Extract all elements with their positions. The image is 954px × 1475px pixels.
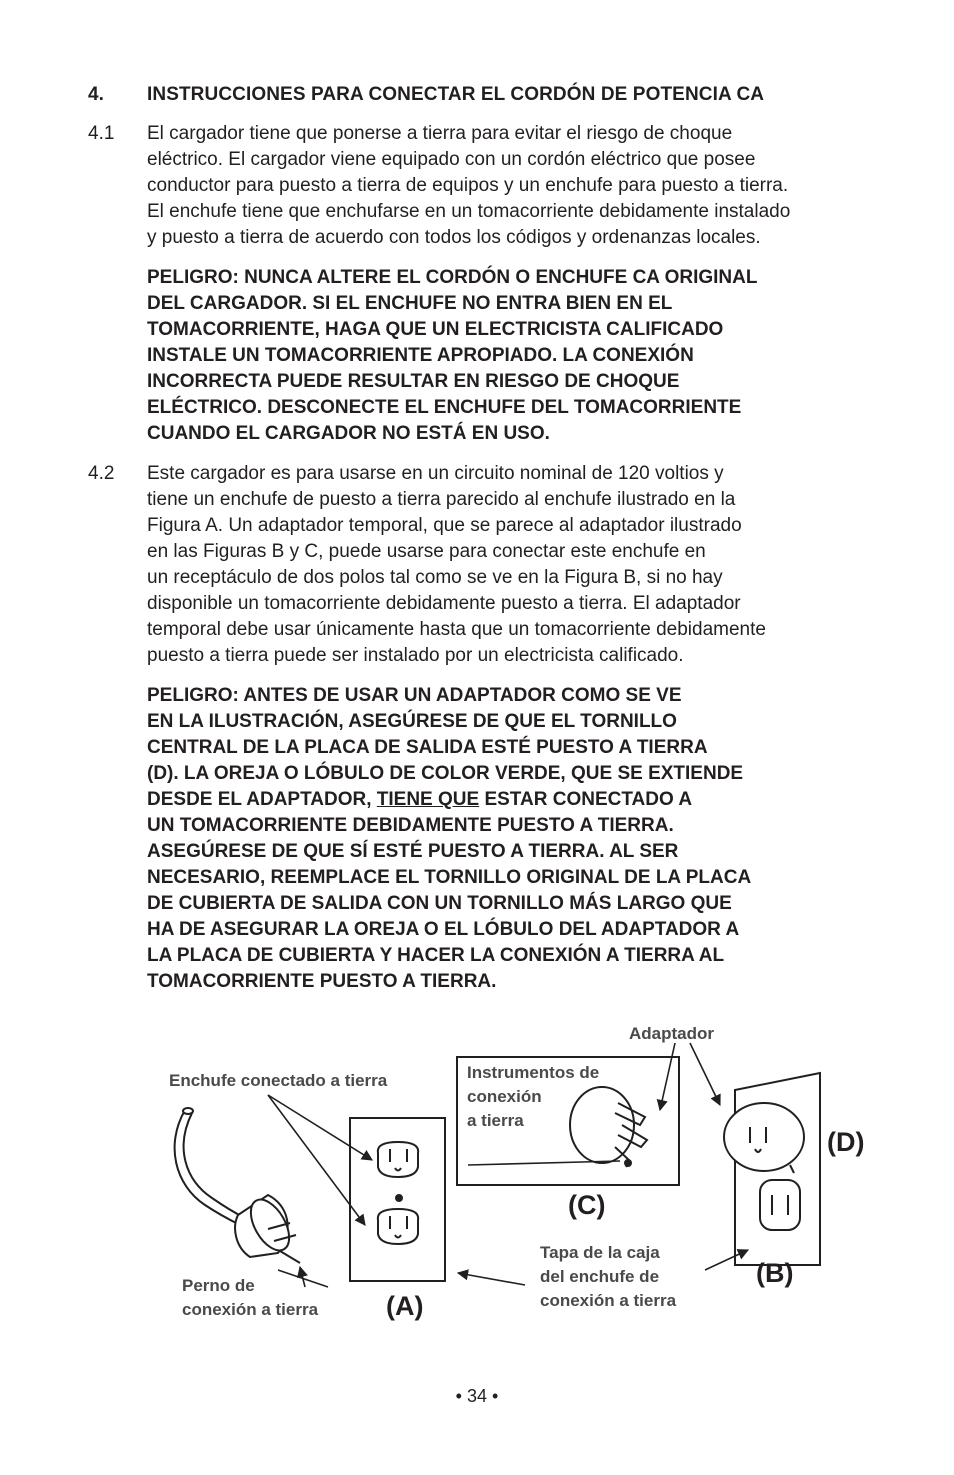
paragraph-4-2 [147,461,867,669]
outlet-cover-label-1: Tapa de la caja [540,1243,660,1262]
text-line: CENTRAL DE LA PLACA DE SALIDA ESTÉ PUESTO A TIERRA [147,737,708,758]
text-line: eléctrico. El cargador viene equipado con un cordón eléctrico que posee [147,149,756,170]
text-line: PELIGRO: NUNCA ALTERE EL CORDÓN O ENCHUFE CA ORIGINAL [147,267,758,288]
text-line: conductor para puesto a tierra de equipos y un enchufe para puesto a tierra. [147,175,789,196]
grounded-plug-drawing [175,1108,300,1263]
figure-letter-b: (B) [756,1258,794,1288]
grounding-pin-label-2: conexión a tierra [182,1300,319,1319]
text-line: NECESARIO, REEMPLACE EL TORNILLO ORIGINAL DE LA PLACA [147,867,752,888]
paragraph-number: 4.1 [88,123,115,144]
text-fragment: DESDE EL ADAPTADOR, [147,789,377,810]
section-number: 4. [88,84,105,105]
adapter-label: Adaptador [629,1024,714,1043]
grounded-outlet-plate-drawing [350,1118,445,1281]
text-line: temporal debe usar únicamente hasta que un tomacorriente debidamente [147,619,766,640]
grounding-figure [150,1015,880,1345]
text-line: y puesto a tierra de acuerdo con todos los códigos y ordenanzas locales. [147,227,761,248]
danger-warning-1 [147,265,867,447]
section-title: INSTRUCCIONES PARA CONECTAR EL CORDÓN DE POTENCIA CA [147,84,765,105]
text-line: TOMACORRIENTE, HAGA QUE UN ELECTRICISTA CALIFICADO [147,319,724,340]
text-line: PELIGRO: ANTES DE USAR UN ADAPTADOR COMO SE VE [147,685,682,706]
grounding-tools-label-1: Instrumentos de [467,1063,600,1082]
two-prong-outlet-drawing [724,1073,820,1265]
grounded-plug-label: Enchufe conectado a tierra [169,1071,388,1090]
grounding-tools-label-2: conexión [467,1087,542,1106]
text-line [147,787,867,813]
text-line: puesto a tierra puede ser instalado por un electricista calificado. [147,645,684,666]
paragraph-4-1 [147,121,867,251]
text-line: disponible un tomacorriente debidamente puesto a tierra. El adaptador [147,593,741,614]
danger-warning-2 [147,683,867,995]
text-line: INCORRECTA PUEDE RESULTAR EN RIESGO DE CHOQUE [147,371,680,392]
text-line: LA PLACA DE CUBIERTA Y HACER LA CONEXIÓN A TIERRA AL [147,945,725,966]
text-line: ASEGÚRESE DE QUE SÍ ESTÉ PUESTO A TIERRA. AL SER [147,841,679,862]
outlet-cover-label-3: conexión a tierra [540,1291,677,1310]
text-line: El enchufe tiene que enchufarse en un tomacorriente debidamente instalado [147,201,791,222]
text-line: Este cargador es para usarse en un circuito nominal de 120 voltios y [147,463,724,484]
text-line: tiene un enchufe de puesto a tierra parecido al enchufe ilustrado en la [147,489,736,510]
text-line: TOMACORRIENTE PUESTO A TIERRA. [147,971,497,992]
text-line: INSTALE UN TOMACORRIENTE APROPIADO. LA CONEXIÓN [147,345,694,366]
outlet-cover-label-2: del enchufe de [540,1267,660,1286]
figure-letter-c: (C) [568,1190,606,1220]
text-line: CUANDO EL CARGADOR NO ESTÁ EN USO. [147,423,550,444]
text-line: DE CUBIERTA DE SALIDA CON UN TORNILLO MÁS LARGO QUE [147,893,732,914]
page-number: • 34 • [455,1386,499,1406]
text-line: un receptáculo de dos polos tal como se ve en la Figura B, si no hay [147,567,723,588]
grounding-pin-label-1: Perno de [182,1276,255,1295]
text-line: en las Figuras B y C, puede usarse para conectar este enchufe en [147,541,706,562]
text-line: ELÉCTRICO. DESCONECTE EL ENCHUFE DEL TOMACORRIENTE [147,397,742,418]
grounding-tools-label-3: a tierra [467,1111,524,1130]
text-line: (D). LA OREJA O LÓBULO DE COLOR VERDE, QUE SE EXTIENDE [147,763,744,784]
text-line: EN LA ILUSTRACIÓN, ASEGÚRESE DE QUE EL TORNILLO [147,711,677,732]
text-fragment: ESTAR CONECTADO A [479,789,693,810]
text-line: Figura A. Un adaptador temporal, que se parece al adaptador ilustrado [147,515,742,536]
text-line: HA DE ASEGURAR LA OREJA O EL LÓBULO DEL ADAPTADOR A [147,919,740,940]
text-line: DEL CARGADOR. SI EL ENCHUFE NO ENTRA BIEN EN EL [147,293,673,314]
underlined-emphasis: TIENE QUE [376,789,480,810]
text-line: El cargador tiene que ponerse a tierra para evitar el riesgo de choque [147,123,733,144]
figure-letter-d: (D) [827,1127,865,1157]
text-line: UN TOMACORRIENTE DEBIDAMENTE PUESTO A TIERRA. [147,815,674,836]
paragraph-number: 4.2 [88,463,115,484]
figure-letter-a: (A) [386,1291,424,1321]
